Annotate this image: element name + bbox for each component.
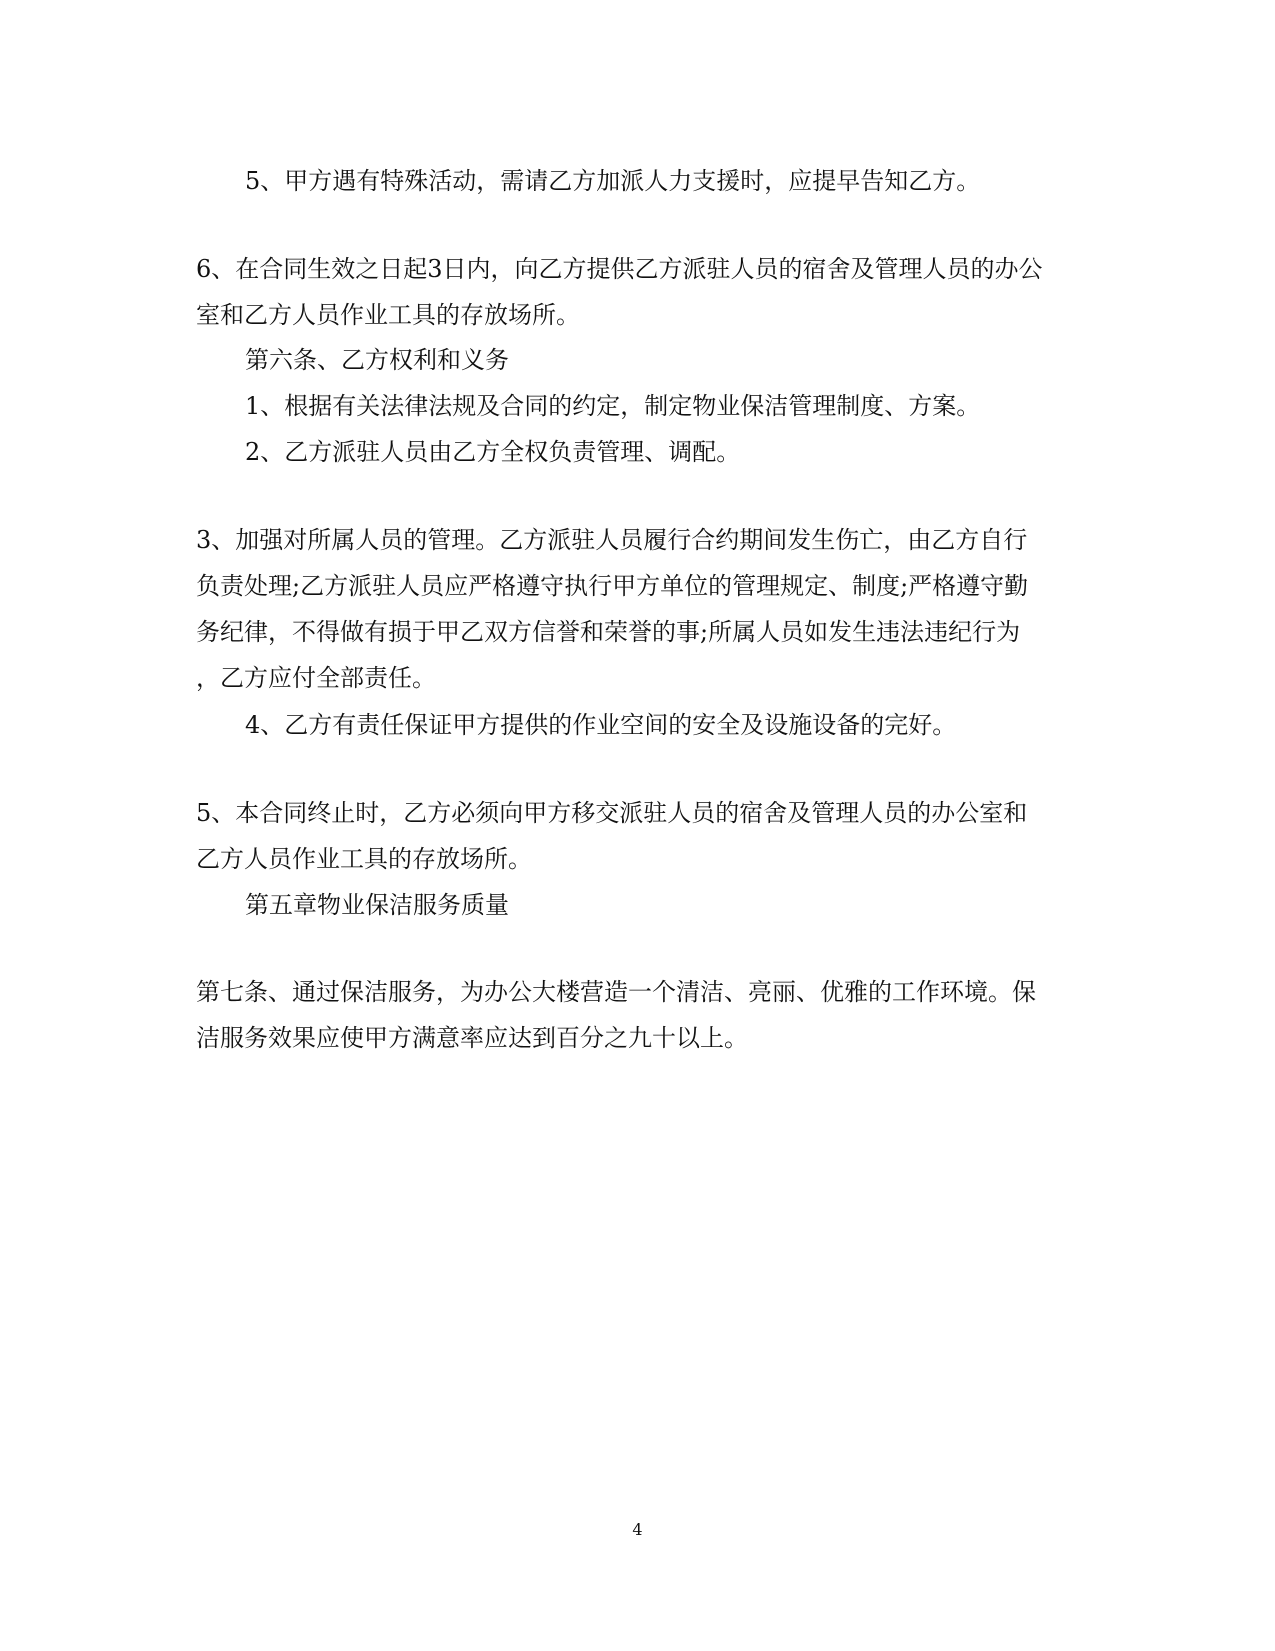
party-b-clause-3-line-3: 务纪律，不得做有损于甲乙双方信誉和荣誉的事;所属人员如发生违法违纪行为 <box>196 618 1021 646</box>
party-b-clause-4: 4、乙方有责任保证甲方提供的作业空间的安全及设施设备的完好。 <box>245 711 957 739</box>
clause-6-line-1: 6、在合同生效之日起3日内，向乙方提供乙方派驻人员的宿舍及管理人员的办公 <box>196 255 1043 283</box>
article-6-heading: 第六条、乙方权利和义务 <box>245 346 509 374</box>
party-b-clause-5-line-2: 乙方人员作业工具的存放场所。 <box>196 845 532 873</box>
article-7-line-1: 第七条、通过保洁服务，为办公大楼营造一个清洁、亮丽、优雅的工作环境。保 <box>196 978 1036 1006</box>
party-b-clause-5-line-1: 5、本合同终止时，乙方必须向甲方移交派驻人员的宿舍及管理人员的办公室和 <box>196 799 1028 827</box>
party-b-clause-2: 2、乙方派驻人员由乙方全权负责管理、调配。 <box>245 438 741 466</box>
chapter-5-heading: 第五章物业保洁服务质量 <box>245 891 509 919</box>
party-b-clause-3-line-1: 3、加强对所属人员的管理。乙方派驻人员履行合约期间发生伤亡，由乙方自行 <box>196 526 1028 554</box>
party-b-clause-3-line-2: 负责处理;乙方派驻人员应严格遵守执行甲方单位的管理规定、制度;严格遵守勤 <box>196 572 1029 600</box>
article-7-line-2: 洁服务效果应使甲方满意率应达到百分之九十以上。 <box>196 1024 748 1052</box>
party-b-clause-3-line-4: ，乙方应付全部责任。 <box>196 664 436 692</box>
page-number: 4 <box>632 1520 643 1539</box>
clause-5-special-activity: 5、甲方遇有特殊活动，需请乙方加派人力支援时，应提早告知乙方。 <box>245 167 981 195</box>
party-b-clause-1: 1、根据有关法律法规及合同的约定，制定物业保洁管理制度、方案。 <box>245 392 981 420</box>
clause-6-line-2: 室和乙方人员作业工具的存放场所。 <box>196 301 580 329</box>
